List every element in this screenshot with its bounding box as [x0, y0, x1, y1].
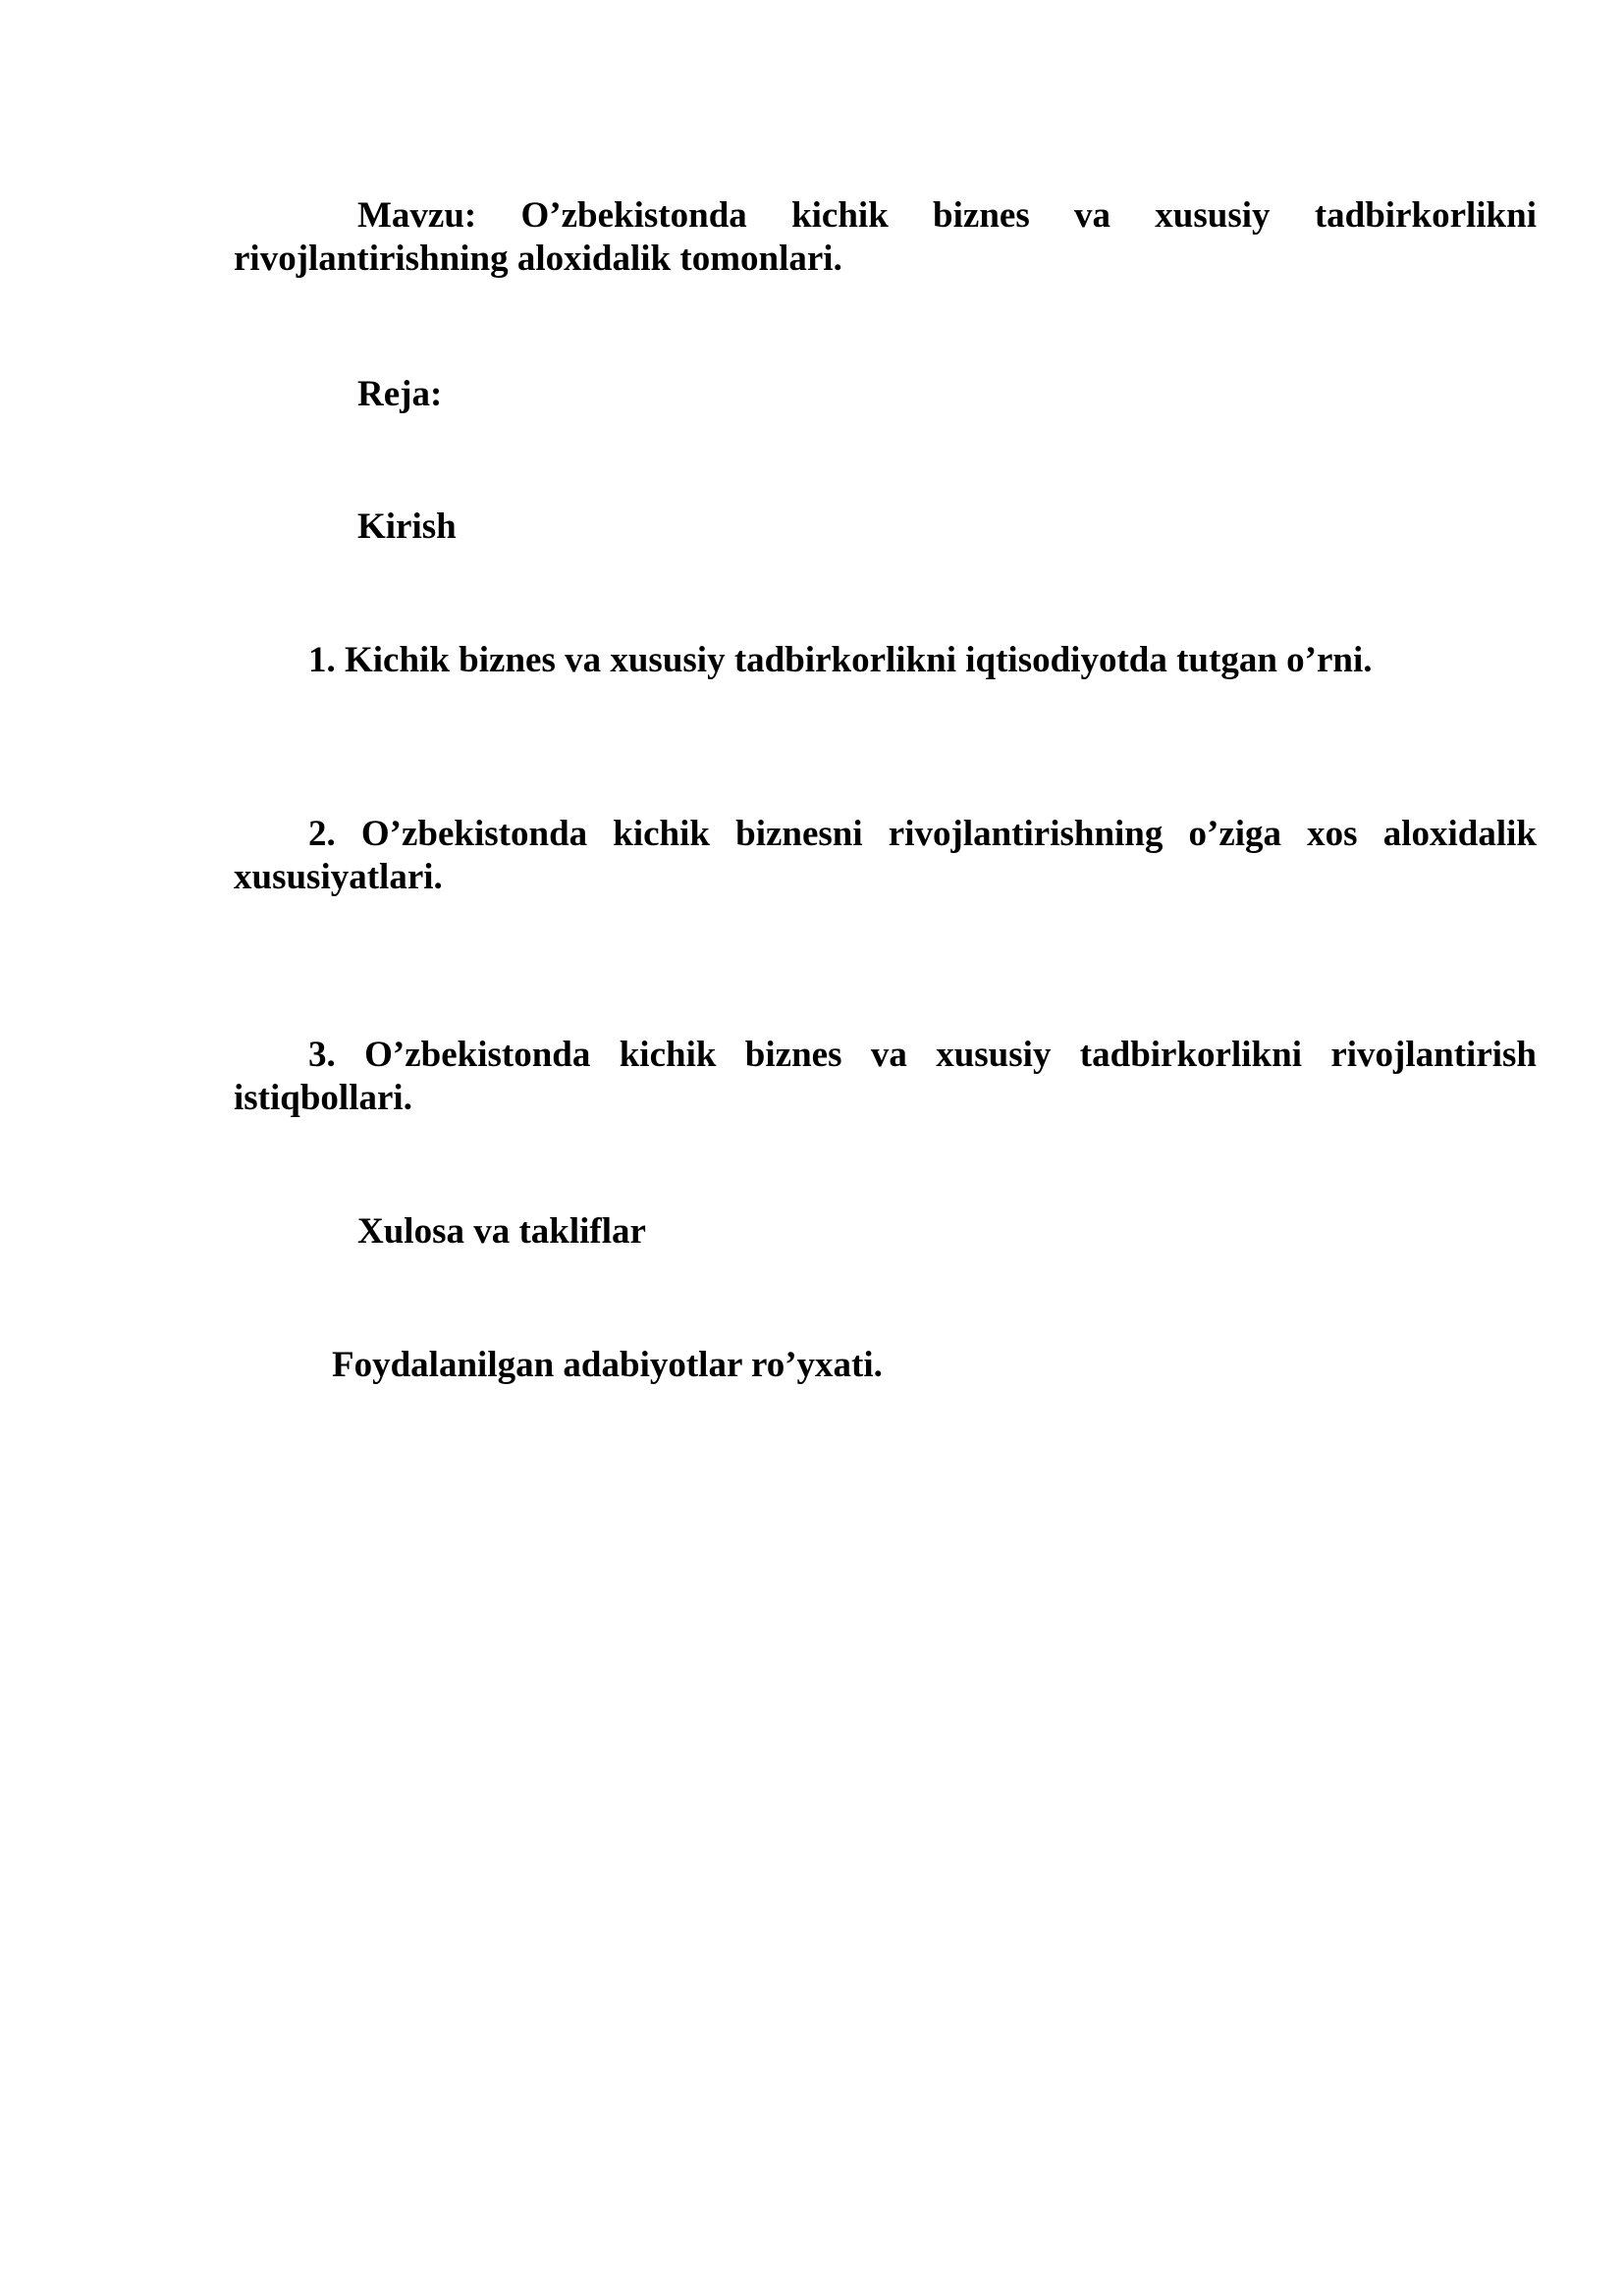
references-item: Foydalanilgan adabiyotlar ro’yxati. — [332, 1345, 883, 1385]
plan-item-3: 3. O’zbekistonda kichik biznes va xususiy tadbirkorlikni rivojlantirish istiqbollari. — [234, 1035, 1537, 1118]
plan-heading: Reja: — [357, 374, 443, 414]
conclusion-item: Xulosa va takliflar — [357, 1211, 646, 1252]
introduction-item: Kirish — [357, 507, 457, 547]
plan-item-2: 2. O’zbekistonda kichik biznesni rivojlantirishning o’ziga xos aloxidalik xususiyatlari. — [234, 814, 1537, 897]
document-topic: Mavzu: O’zbekistonda kichik biznes va xususiy tadbirkorlikni rivojlantirishning aloxidalik tomonlari. — [234, 195, 1537, 279]
plan-item-1: 1. Kichik biznes va xususiy tadbirkorlikni iqtisodiyotda tutgan o’rni. — [308, 640, 1373, 680]
